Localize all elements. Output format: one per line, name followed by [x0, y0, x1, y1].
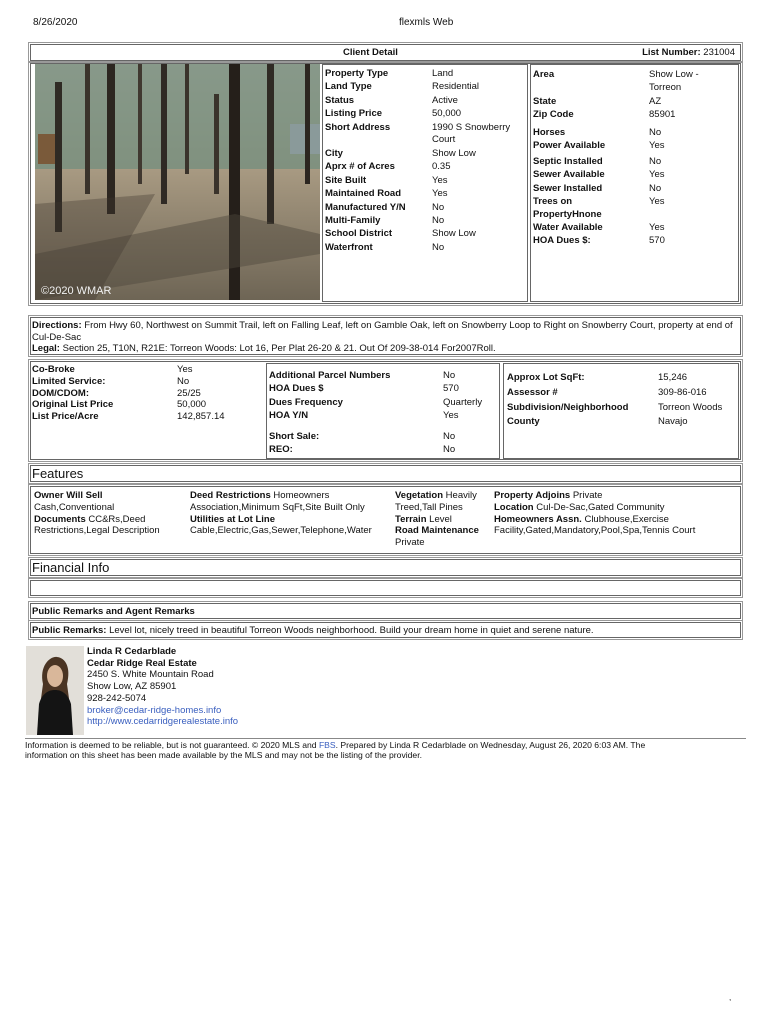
cobroke-field-label: Original List Price	[32, 399, 114, 411]
features-title: Features	[32, 466, 84, 481]
trees-label-2: PropertyHnone	[533, 209, 602, 220]
financial-title: Financial Info	[32, 560, 110, 575]
power-value: Yes	[649, 140, 665, 151]
fbs-link[interactable]: FBS	[318, 740, 336, 750]
disclaimer-divider	[25, 738, 746, 739]
sewer-available-label: Sewer Available	[533, 169, 605, 180]
property-field-value: No	[432, 241, 445, 253]
agent-name: Linda R Cedarblade	[87, 646, 177, 657]
area-value-1: Show Low -	[649, 69, 699, 80]
features-box	[30, 486, 741, 554]
area-value-2: Torreon	[649, 82, 682, 93]
property-field-label: Site Built	[325, 174, 367, 186]
property-photo	[35, 64, 320, 300]
features-col-1: Owner Will Sell Cash,Conventional Documents CC&Rs,Deed Restrictions,Legal Description	[34, 490, 160, 537]
agent-office: Cedar Ridge Real Estate	[87, 657, 197, 669]
financial-body	[30, 580, 741, 596]
parcel-field-value: No	[443, 370, 456, 381]
photo-watermark: ©2020 WMAR	[41, 285, 112, 297]
print-date: 8/26/2020	[33, 17, 78, 28]
lot-field-label: County	[507, 416, 540, 427]
lot-field-value: 15,246	[658, 372, 688, 383]
cobroke-field-label: Limited Service:	[32, 375, 106, 387]
sewer-available-value: Yes	[649, 169, 665, 180]
agent-photo	[26, 646, 84, 735]
property-field-value: Residential	[432, 81, 479, 93]
cobroke-field-value: 142,857.14	[177, 411, 225, 423]
property-field-label: Short Address	[325, 121, 391, 133]
parcel-field-value: 570	[443, 383, 459, 395]
septic-label: Septic Installed	[533, 156, 603, 167]
property-field-label: Property Type	[325, 68, 389, 79]
property-field-value: 1990 S Snowberry	[432, 121, 511, 133]
horses-label: Horses	[533, 127, 566, 138]
cobroke-field-value: Yes	[177, 364, 193, 375]
cobroke-field-value: 50,000	[177, 399, 207, 411]
public-remarks: Public Remarks: Level lot, nicely treed in beautiful Torreon Woods neighborhood. Build your dream home in quiet and serene nature.	[32, 625, 594, 636]
parcel-field-label: Additional Parcel Numbers	[269, 370, 391, 381]
footer-mark: ,	[729, 993, 732, 1002]
legal-text: Legal: Section 25, T10N, R21E: Torreon Woods: Lot 16, Per Plat 26-20 & 21. Out Of 209-38-014 For2007Roll.	[32, 343, 496, 354]
lot-field-value: 309-86-016	[658, 386, 707, 398]
disclaimer: Information is deemed to be reliable, but is not guaranteed. © 2020 MLS and FBS. Prepared by Linda R Cedarblade on Wednesday, August 26, 2020 6:03 AM. The information on this sheet has been made available by the MLS and may not be the listing of the provider.	[25, 740, 646, 760]
agent-info	[87, 646, 238, 728]
zip-value: 85901	[649, 109, 676, 120]
parcel-field-label: HOA Y/N	[269, 410, 309, 422]
cobroke-field-label: Co-Broke	[32, 364, 75, 375]
client-detail-header	[30, 44, 741, 61]
parcel-field-value: Quarterly	[443, 396, 483, 408]
property-field-value: Land	[432, 68, 454, 79]
property-field-value: Yes	[432, 174, 448, 186]
client-detail-title: Client Detail	[343, 47, 398, 58]
lot-field-label: Approx Lot SqFt:	[507, 372, 585, 383]
property-field-value: 50,000	[432, 108, 462, 120]
lot-field-value: Navajo	[658, 416, 688, 427]
septic-value: No	[649, 156, 662, 167]
property-field-label: Manufactured Y/N	[325, 201, 406, 213]
trees-label-1: Trees on	[533, 196, 573, 207]
lot-field-label: Subdivision/Neighborhood	[507, 401, 629, 413]
financial-header	[30, 559, 741, 576]
state-value: AZ	[649, 96, 662, 107]
lot-field-label: Assessor #	[507, 386, 558, 398]
features-col-4: Property Adjoins Private Location Cul-De-Sac,Gated Community Homeowners Assn. Clubhouse,Exercise Facility,Gated,Mandatory,Pool,Spa,Tennis Court	[494, 490, 696, 537]
trees-value: Yes	[649, 196, 665, 207]
property-field-label: Land Type	[325, 81, 372, 93]
features-col-2: Deed Restrictions Homeowners Association,Minimum SqFt,Site Built Only Utilities at Lot Line Cable,Electric,Gas,Sewer,Telephone,Water	[190, 490, 372, 537]
sewer-installed-value: No	[649, 183, 662, 194]
agent-city: Show Low, AZ 85901	[87, 681, 177, 693]
lot-field-value: Torreon Woods	[658, 401, 723, 413]
short-sale-field-value: No	[443, 444, 456, 456]
parcel-field-label: HOA Dues $	[269, 383, 324, 395]
property-field-value: Yes	[432, 188, 448, 200]
power-label: Power Available	[533, 140, 606, 151]
short-sale-field-value: No	[443, 431, 456, 442]
property-field-value: Show Low	[432, 228, 476, 240]
water-label: Water Available	[533, 222, 603, 233]
property-field-value: Court	[432, 134, 456, 145]
list-number: List Number: 231004	[642, 47, 735, 58]
directions-box	[30, 317, 741, 355]
page-title: flexmls Web	[399, 17, 454, 28]
cobroke-field-value: 25/25	[177, 387, 201, 399]
hoa-dues-value: 570	[649, 235, 665, 246]
directions-text: Directions: From Hwy 60, Northwest on Summit Trail, left on Falling Leaf, left on Gamble Oak, left on Snowberry Loop to Right on Snowberry Court, property at end of Cul-De-Sac	[32, 320, 733, 343]
sewer-installed-label: Sewer Installed	[533, 183, 603, 194]
parcel-field-value: Yes	[443, 410, 459, 422]
property-field-value: Active	[432, 94, 458, 106]
property-field-label: Maintained Road	[325, 188, 402, 200]
forest-lot-image	[35, 64, 320, 300]
remarks-header	[30, 603, 741, 619]
state-label: State	[533, 96, 557, 107]
property-field-label: Waterfront	[325, 241, 373, 253]
property-field-value: 0.35	[432, 161, 451, 173]
agent-email-link[interactable]: broker@cedar-ridge-homes.info	[87, 704, 222, 716]
horses-value: No	[649, 127, 662, 138]
short-sale-field-label: REO:	[269, 444, 293, 456]
zip-label: Zip Code	[533, 109, 574, 120]
property-field-value: Show Low	[432, 148, 476, 159]
agent-website-link[interactable]: http://www.cedarridgerealestate.info	[87, 716, 239, 728]
agent-phone: 928-242-5074	[87, 692, 147, 704]
cobroke-field-value: No	[177, 375, 190, 387]
public-remarks-box	[30, 622, 741, 638]
hoa-dues-label: HOA Dues $:	[533, 235, 591, 246]
features-header	[30, 465, 741, 482]
property-field-value: No	[432, 215, 445, 226]
property-field-label: School District	[325, 228, 393, 240]
area-label: Area	[533, 69, 555, 80]
property-field-label: Multi-Family	[325, 215, 381, 226]
cobroke-field-label: DOM/CDOM:	[32, 387, 89, 399]
water-value: Yes	[649, 222, 665, 233]
features-col-3: Vegetation Heavily Treed,Tall Pines Terrain Level Road Maintenance Private	[395, 490, 479, 549]
agent-address: 2450 S. White Mountain Road	[87, 669, 214, 681]
remarks-title: Public Remarks and Agent Remarks	[32, 606, 195, 617]
property-field-label: Status	[325, 94, 355, 106]
property-field-label: Listing Price	[325, 108, 383, 120]
parcel-field-label: Dues Frequency	[269, 396, 343, 408]
short-sale-field-label: Short Sale:	[269, 431, 320, 442]
property-field-label: City	[325, 148, 343, 159]
cobroke-field-label: List Price/Acre	[32, 411, 99, 423]
agent-portrait-image	[26, 646, 84, 735]
property-field-value: No	[432, 201, 445, 213]
property-field-label: Aprx # of Acres	[325, 161, 395, 173]
